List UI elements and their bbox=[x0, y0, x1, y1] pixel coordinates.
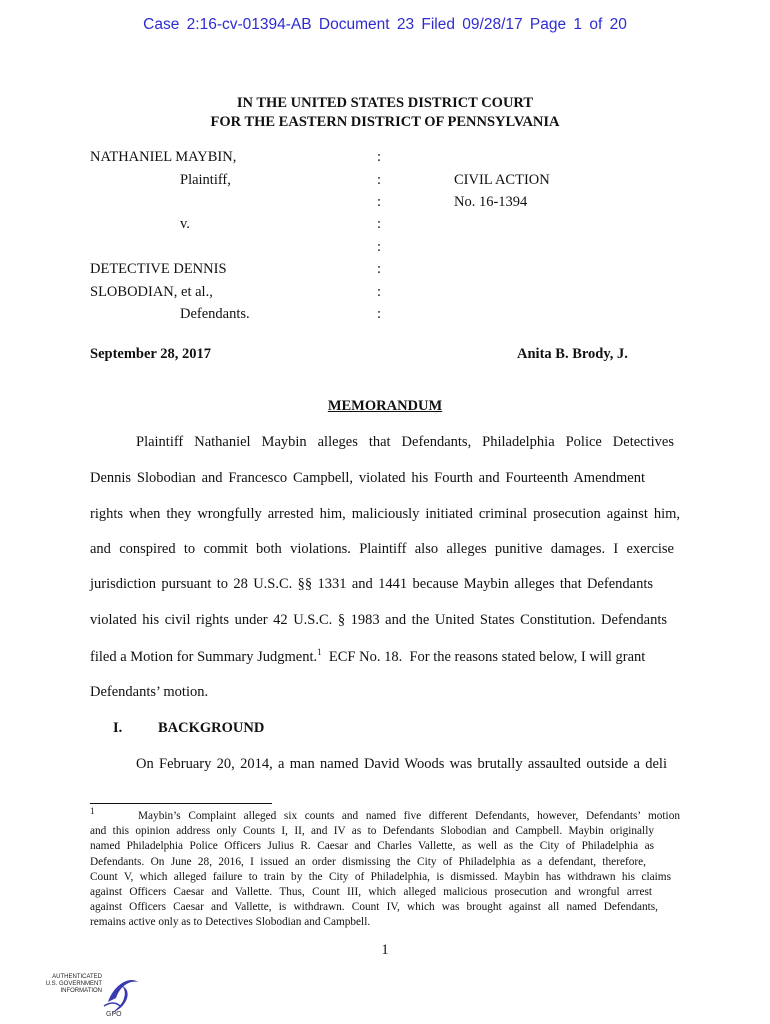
motion-text-cont: ECF No. 18. For the reasons stated below, I will grant bbox=[321, 649, 646, 665]
body-line: On February 20, 2014, a man named David Woods was brutally assaulted outside a deli bbox=[136, 756, 667, 772]
gpo-authentication-logo bbox=[36, 972, 146, 1018]
footnote-ref[interactable]: 1 bbox=[317, 647, 322, 657]
body-line: violated his civil rights under 42 U.S.C. § 1983 and the United States Constitution. Defendants bbox=[90, 612, 667, 628]
footnote-line: Count V, which alleged failure to train by the City of Philadelphia, is dismissed. Maybin has withdrawn his claims bbox=[90, 870, 671, 883]
caption-colon: : bbox=[377, 216, 382, 232]
body-line: and conspired to commit both violations. Plaintiff also alleges punitive damages. I exercise bbox=[90, 541, 674, 557]
footnote-line: against Officers Caesar and Vallette. Thus, Count III, which alleged malicious prosecution and wrongful arrest bbox=[90, 886, 652, 899]
footnote-line: against Officers Caesar and Vallette, is withdrawn. Count IV, which was brought against all named Defendants, bbox=[90, 901, 658, 914]
plaintiff-name: NATHANIEL MAYBIN, bbox=[90, 149, 237, 165]
svg-text:GPO: GPO bbox=[106, 1011, 122, 1018]
court-name-line1: IN THE UNITED STATES DISTRICT COURT bbox=[236, 95, 534, 111]
decision-date: September 28, 2017 bbox=[90, 346, 211, 362]
gpo-logo-text: AUTHENTICATED U.S. GOVERNMENT INFORMATION bbox=[45, 974, 102, 994]
memorandum-title: MEMORANDUM bbox=[327, 398, 443, 414]
body-line-motion bbox=[90, 648, 680, 667]
case-number: No. 16-1394 bbox=[454, 194, 528, 210]
footnote-separator bbox=[90, 803, 272, 804]
body-line: jurisdiction pursuant to 28 U.S.C. §§ 1331 and 1441 because Maybin alleges that Defendants bbox=[90, 576, 653, 592]
footnote-line: named Philadelphia Police Officers Julius R. Caesar and Charles Vallette, as well as the City of Philadelphia as bbox=[90, 840, 654, 853]
defendant-name-line2: SLOBODIAN, et al., bbox=[90, 284, 213, 300]
caption-colon: : bbox=[377, 306, 382, 322]
section-heading: BACKGROUND bbox=[158, 720, 265, 736]
footnote-line: Defendants. On June 28, 2016, I issued an order dismissing the City of Philadelphia as a defendant, therefore, bbox=[90, 855, 646, 868]
judge-name: Anita B. Brody, J. bbox=[517, 346, 628, 362]
caption-colon: : bbox=[377, 172, 382, 188]
versus: v. bbox=[180, 216, 190, 232]
body-line: Defendants’ motion. bbox=[90, 684, 209, 700]
caption-colon: : bbox=[377, 261, 382, 277]
page-number: 1 bbox=[381, 942, 389, 958]
footnote-line: and this opinion address only Counts I, II, and IV as to Defendants Slobodian and Campbell. Maybin originally bbox=[90, 825, 654, 838]
defendant-name-line1: DETECTIVE DENNIS bbox=[90, 261, 227, 277]
motion-text: filed a Motion for Summary Judgment. bbox=[90, 649, 318, 665]
defendant-role: Defendants. bbox=[180, 306, 250, 322]
footnote-line: 1 Maybin’s Complaint alleged six counts and named five different Defendants, however, Defendants’ motion bbox=[90, 806, 680, 822]
gpo-eagle-icon bbox=[100, 972, 140, 1018]
caption-colon: : bbox=[377, 239, 382, 255]
body-line: Plaintiff Nathaniel Maybin alleges that Defendants, Philadelphia Police Detectives bbox=[136, 434, 674, 450]
civil-action-label: CIVIL ACTION bbox=[454, 172, 550, 188]
caption-colon: : bbox=[377, 194, 382, 210]
plaintiff-role: Plaintiff, bbox=[180, 172, 231, 188]
caption-colon: : bbox=[377, 149, 382, 165]
body-line: Dennis Slobodian and Francesco Campbell, violated his Fourth and Fourteenth Amendment bbox=[90, 470, 645, 486]
court-name-line2: FOR THE EASTERN DISTRICT OF PENNSYLVANIA bbox=[210, 114, 560, 130]
case-header-stamp: Case 2:16-cv-01394-AB Document 23 Filed 09/28/17 Page 1 of 20 bbox=[143, 16, 627, 33]
body-line: rights when they wrongfully arrested him, maliciously initiated criminal prosecution against him, bbox=[90, 506, 680, 522]
caption-colon: : bbox=[377, 284, 382, 300]
footnote bbox=[90, 806, 680, 931]
footnote-line: remains active only as to Detectives Slobodian and Campbell. bbox=[90, 916, 371, 929]
section-numeral: I. bbox=[113, 720, 123, 736]
